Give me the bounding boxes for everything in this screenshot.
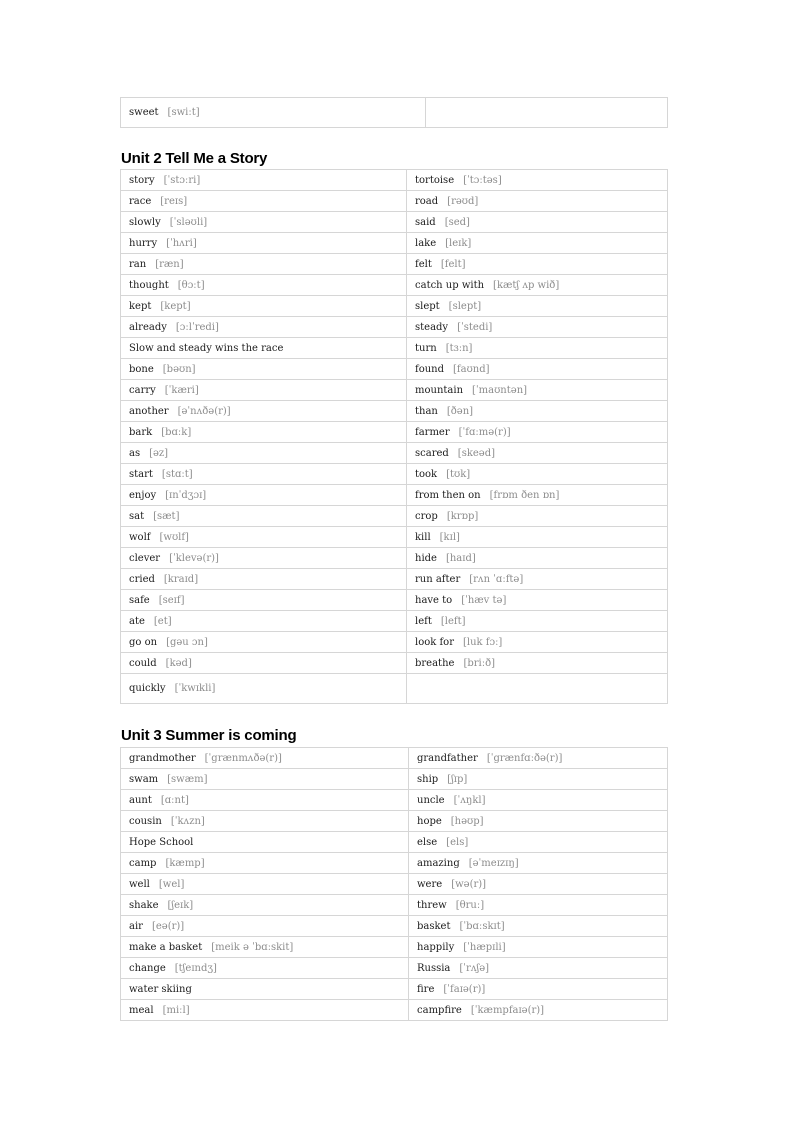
vocab-word: thought [129, 279, 169, 291]
vocab-word: aunt [129, 794, 152, 806]
vocab-phonetic: [ˈbɑːskɪt] [459, 920, 505, 932]
vocab-phonetic: [ɪnˈdʒɔɪ] [165, 489, 207, 501]
vocab-cell [407, 611, 668, 632]
vocab-phonetic: [ˈfaɪə(r)] [443, 983, 486, 995]
table-row [121, 748, 668, 769]
vocab-phonetic: [meik ə ˈbɑːskit] [211, 941, 294, 953]
vocab-word: look for [415, 636, 454, 648]
vocab-phonetic: [ˈrʌʃə] [459, 962, 490, 974]
vocab-cell [407, 338, 668, 359]
vocab-cell [121, 653, 407, 674]
vocab-cell [121, 98, 426, 128]
table-row [121, 212, 668, 233]
vocab-table-body [121, 748, 668, 1021]
vocab-cell [121, 296, 407, 317]
vocab-word: run after [415, 573, 461, 585]
vocab-phonetic: [ɔːlˈredi] [175, 321, 219, 333]
vocab-phonetic: [ʃeɪk] [167, 899, 194, 911]
vocab-cell [409, 874, 668, 895]
vocab-word: shake [129, 899, 159, 911]
vocab-phonetic: [ˈkæri] [164, 384, 199, 396]
vocab-cell [409, 790, 668, 811]
vocab-phonetic: [ræn] [155, 258, 184, 270]
vocab-cell [407, 254, 668, 275]
vocab-phonetic: [krɒp] [446, 510, 479, 522]
vocab-cell [121, 811, 409, 832]
vocab-word: were [417, 878, 443, 890]
vocab-word: ship [417, 773, 439, 785]
vocab-phonetic: [miːl] [162, 1004, 190, 1016]
vocab-phonetic: [ˈfɑːmə(r)] [458, 426, 511, 438]
vocab-phonetic: [faʊnd] [453, 363, 490, 375]
table-row [121, 170, 668, 191]
table-row [121, 811, 668, 832]
vocab-phonetic: [θruː] [455, 899, 485, 911]
vocab-cell [121, 275, 407, 296]
vocab-cell [121, 590, 407, 611]
vocab-phonetic: [ɑːnt] [160, 794, 189, 806]
vocab-word: left [415, 615, 432, 627]
vocab-word: road [415, 195, 439, 207]
vocab-cell [407, 506, 668, 527]
vocab-word: meal [129, 1004, 154, 1016]
vocab-word: cousin [129, 815, 162, 827]
vocab-table-unit3 [120, 747, 668, 1021]
vocab-word: wolf [129, 531, 151, 543]
table-row [121, 275, 668, 296]
vocab-cell [121, 170, 407, 191]
vocab-word: happily [417, 941, 455, 953]
table-row [121, 317, 668, 338]
vocab-phonetic: [kætʃ ʌp wið] [493, 279, 560, 291]
vocab-word: hide [415, 552, 437, 564]
vocab-phonetic: [gəu ɔn] [166, 636, 208, 648]
vocab-word: sat [129, 510, 145, 522]
vocab-word: steady [415, 321, 449, 333]
vocab-phonetic: [ˈmaʊntən] [472, 384, 528, 396]
vocab-word: lake [415, 237, 437, 249]
vocab-word: slept [415, 300, 440, 312]
vocab-phonetic: [leɪk] [445, 237, 472, 249]
vocab-cell [121, 527, 407, 548]
vocab-phonetic: [ˈklevə(r)] [169, 552, 219, 564]
vocab-word: cried [129, 573, 155, 585]
vocab-word: go on [129, 636, 158, 648]
vocab-cell [407, 401, 668, 422]
vocab-cell [407, 443, 668, 464]
vocab-cell [409, 1000, 668, 1021]
vocab-word: kill [415, 531, 431, 543]
vocab-phonetic: [əˈmeɪzɪŋ] [468, 857, 519, 869]
vocab-word: breathe [415, 657, 455, 669]
vocab-cell [121, 401, 407, 422]
vocab-phonetic: [sed] [444, 216, 470, 228]
vocab-phonetic: [kæmp] [165, 857, 205, 869]
vocab-phonetic: [left] [440, 615, 466, 627]
vocab-word: water skiing [129, 983, 192, 995]
vocab-cell [407, 527, 668, 548]
table-row [121, 296, 668, 317]
vocab-phonetic: [kraɪd] [163, 573, 199, 585]
vocab-word: slowly [129, 216, 161, 228]
vocab-phonetic: [ˈstɔːri] [163, 174, 201, 186]
vocab-word: grandfather [417, 752, 478, 764]
vocab-word: took [415, 468, 438, 480]
vocab-cell [409, 811, 668, 832]
vocab-phonetic: [tʃeɪndʒ] [174, 962, 217, 974]
vocab-word: already [129, 321, 167, 333]
vocab-word: mountain [415, 384, 464, 396]
vocab-cell [121, 958, 409, 979]
vocab-cell [121, 485, 407, 506]
vocab-cell [407, 590, 668, 611]
vocab-cell [407, 296, 668, 317]
table-row [121, 916, 668, 937]
vocab-word: threw [417, 899, 447, 911]
vocab-word: air [129, 920, 143, 932]
vocab-cell [407, 191, 668, 212]
vocab-word: hurry [129, 237, 158, 249]
vocab-word: kept [129, 300, 152, 312]
vocab-cell [121, 254, 407, 275]
vocab-word: scared [415, 447, 449, 459]
vocab-word: start [129, 468, 153, 480]
vocab-phonetic: [ˈhæv tə] [461, 594, 507, 606]
vocab-phonetic: [rəʊd] [447, 195, 479, 207]
vocab-table-unit2 [120, 169, 668, 704]
vocab-word: said [415, 216, 436, 228]
table-row [121, 590, 668, 611]
vocab-cell [407, 359, 668, 380]
vocab-cell [407, 674, 668, 704]
vocab-phonetic: [seɪf] [158, 594, 185, 606]
vocab-table-body [121, 98, 668, 128]
table-row [121, 506, 668, 527]
vocab-cell [121, 611, 407, 632]
vocab-phonetic: [felt] [440, 258, 466, 270]
vocab-word: could [129, 657, 157, 669]
vocab-word: race [129, 195, 152, 207]
vocab-word: campfire [417, 1004, 462, 1016]
vocab-phonetic: [ˈgrænmʌðə(r)] [204, 752, 282, 764]
vocab-word: sweet [129, 107, 159, 118]
vocab-word: another [129, 405, 169, 417]
vocab-cell [121, 895, 409, 916]
vocab-cell [407, 485, 668, 506]
vocab-word: from then on [415, 489, 481, 501]
vocab-phonetic: [slept] [448, 300, 482, 312]
table-row [121, 874, 668, 895]
vocab-cell [121, 212, 407, 233]
vocab-cell [409, 853, 668, 874]
vocab-cell [407, 464, 668, 485]
vocab-cell [121, 769, 409, 790]
vocab-phonetic: [rʌn ˈɑːftə] [469, 573, 524, 585]
table-row [121, 832, 668, 853]
vocab-phonetic: [swiːt] [167, 107, 200, 118]
table-row [121, 338, 668, 359]
vocab-phonetic: [θɔːt] [177, 279, 205, 291]
vocab-cell [121, 338, 407, 359]
vocab-cell [121, 674, 407, 704]
vocab-word: well [129, 878, 150, 890]
table-row [121, 464, 668, 485]
table-row [121, 653, 668, 674]
vocab-phonetic: [wə(r)] [451, 878, 487, 890]
table-row [121, 769, 668, 790]
table-row [121, 254, 668, 275]
vocab-cell [121, 916, 409, 937]
vocab-phonetic: [tɜːn] [445, 342, 473, 354]
vocab-cell [121, 1000, 409, 1021]
vocab-cell [409, 748, 668, 769]
vocab-word: tortoise [415, 174, 455, 186]
vocab-word: hope [417, 815, 442, 827]
vocab-phonetic: [haɪd] [445, 552, 476, 564]
vocab-cell [409, 769, 668, 790]
table-row [121, 401, 668, 422]
vocab-phonetic: [briːð] [463, 657, 496, 669]
vocab-word: felt [415, 258, 432, 270]
vocab-cell [407, 275, 668, 296]
vocab-cell [409, 937, 668, 958]
vocab-phonetic: [els] [446, 836, 469, 848]
vocab-phonetic: [tʊk] [446, 468, 471, 480]
vocab-phonetic: [ˈstedi] [457, 321, 493, 333]
vocab-phonetic: [həʊp] [450, 815, 484, 827]
vocab-cell [121, 979, 409, 1000]
table-row [121, 958, 668, 979]
table-row [121, 548, 668, 569]
vocab-cell [121, 191, 407, 212]
table-row [121, 569, 668, 590]
vocab-word: make a basket [129, 941, 203, 953]
vocab-phonetic: [luk fɔː] [462, 636, 503, 648]
vocab-word: amazing [417, 857, 460, 869]
vocab-phonetic: [wel] [158, 878, 185, 890]
vocab-word: change [129, 962, 166, 974]
vocab-phonetic: [sæt] [153, 510, 180, 522]
table-row [121, 422, 668, 443]
vocab-phonetic: [ˈkæmpfaɪə(r)] [470, 1004, 545, 1016]
table-row [121, 979, 668, 1000]
vocab-word: Russia [417, 962, 451, 974]
table-row [121, 1000, 668, 1021]
vocab-word: uncle [417, 794, 445, 806]
vocab-cell [121, 874, 409, 895]
table-row [121, 359, 668, 380]
vocab-word: else [417, 836, 438, 848]
vocab-word: turn [415, 342, 437, 354]
vocab-phonetic: [eə(r)] [151, 920, 185, 932]
vocab-phonetic: [frɒm ðen ɒn] [489, 489, 560, 501]
vocab-phonetic: [ˈgrænfɑːðə(r)] [486, 752, 563, 764]
vocab-cell [121, 443, 407, 464]
vocab-cell [407, 653, 668, 674]
vocab-word: clever [129, 552, 161, 564]
vocab-word: farmer [415, 426, 450, 438]
table-row [121, 233, 668, 254]
vocab-word: swam [129, 773, 159, 785]
vocab-word: enjoy [129, 489, 157, 501]
vocab-phonetic: [bəʊn] [162, 363, 196, 375]
vocab-cell [121, 422, 407, 443]
vocab-cell [121, 937, 409, 958]
vocab-cell [121, 853, 409, 874]
table-row [121, 443, 668, 464]
table-row [121, 485, 668, 506]
vocab-phonetic: [ˈhæpɪli] [463, 941, 506, 953]
vocab-cell [409, 979, 668, 1000]
vocab-word: catch up with [415, 279, 485, 291]
vocab-phonetic: [bɑːk] [161, 426, 192, 438]
vocab-cell [121, 380, 407, 401]
vocab-phonetic: [ðən] [446, 405, 474, 417]
vocab-cell [407, 632, 668, 653]
vocab-word: quickly [129, 683, 166, 694]
table-row [121, 380, 668, 401]
vocab-word: safe [129, 594, 150, 606]
vocab-table-body [121, 170, 668, 704]
vocab-cell [121, 832, 409, 853]
vocab-phonetic: [ˈtɔːtəs] [463, 174, 502, 186]
vocab-phonetic: [ʃɪp] [447, 773, 468, 785]
table-row [121, 191, 668, 212]
vocab-cell [407, 317, 668, 338]
vocab-word: basket [417, 920, 451, 932]
vocab-word: camp [129, 857, 157, 869]
vocab-word: ran [129, 258, 147, 270]
vocab-cell [407, 569, 668, 590]
vocab-phonetic: [ˈʌŋkl] [453, 794, 486, 806]
vocab-word: ate [129, 615, 145, 627]
vocab-phonetic: [et] [153, 615, 172, 627]
vocab-cell [407, 548, 668, 569]
vocab-phonetic: [swæm] [167, 773, 208, 785]
vocab-word: found [415, 363, 445, 375]
vocab-phonetic: [ˈsləʊli] [169, 216, 208, 228]
vocab-cell [407, 422, 668, 443]
table-row [121, 790, 668, 811]
vocab-cell [121, 359, 407, 380]
table-row [121, 527, 668, 548]
vocab-cell [409, 958, 668, 979]
vocab-word: bark [129, 426, 153, 438]
vocab-cell [121, 233, 407, 254]
vocab-cell [407, 170, 668, 191]
vocab-phonetic: [kɪl] [439, 531, 460, 543]
table-row [121, 937, 668, 958]
vocab-cell [121, 506, 407, 527]
vocab-cell [407, 380, 668, 401]
vocab-word: crop [415, 510, 438, 522]
vocab-cell [409, 895, 668, 916]
vocab-word: bone [129, 363, 154, 375]
vocab-cell [121, 632, 407, 653]
vocab-word: Hope School [129, 836, 194, 848]
vocab-cell [121, 317, 407, 338]
vocab-cell [121, 569, 407, 590]
table-row [121, 611, 668, 632]
vocab-cell [121, 790, 409, 811]
vocab-word: story [129, 174, 155, 186]
vocab-word: grandmother [129, 752, 196, 764]
table-row [121, 853, 668, 874]
unit-2-title: Unit 2 Tell Me a Story [121, 150, 268, 167]
vocab-phonetic: [kəd] [165, 657, 192, 669]
unit-3-title: Unit 3 Summer is coming [121, 727, 297, 744]
vocab-cell [121, 548, 407, 569]
vocab-phonetic: [əˈnʌðə(r)] [177, 405, 231, 417]
vocab-word: have to [415, 594, 453, 606]
vocab-cell [409, 916, 668, 937]
vocab-phonetic: [əz] [149, 447, 169, 459]
vocab-cell [407, 212, 668, 233]
vocab-cell [426, 98, 668, 128]
vocab-cell [121, 464, 407, 485]
table-row [121, 632, 668, 653]
vocab-phonetic: [reɪs] [160, 195, 188, 207]
vocab-phonetic: [stɑːt] [161, 468, 193, 480]
vocab-cell [409, 832, 668, 853]
vocab-phonetic: [ˈkʌzn] [170, 815, 205, 827]
vocab-word: than [415, 405, 438, 417]
table-row [121, 895, 668, 916]
vocab-phonetic: [ˈkwɪkli] [174, 683, 216, 694]
vocab-word: Slow and steady wins the race [129, 342, 284, 354]
vocab-cell [121, 748, 409, 769]
vocab-word: fire [417, 983, 435, 995]
table-row [121, 98, 668, 128]
vocab-phonetic: [wʊlf] [159, 531, 189, 543]
vocab-cell [407, 233, 668, 254]
vocab-phonetic: [skeəd] [457, 447, 496, 459]
vocab-phonetic: [kept] [160, 300, 191, 312]
vocab-word: carry [129, 384, 156, 396]
vocab-phonetic: [ˈhʌri] [166, 237, 197, 249]
table-row [121, 674, 668, 704]
vocab-word: as [129, 447, 141, 459]
vocab-table-unit1-end [120, 97, 668, 128]
